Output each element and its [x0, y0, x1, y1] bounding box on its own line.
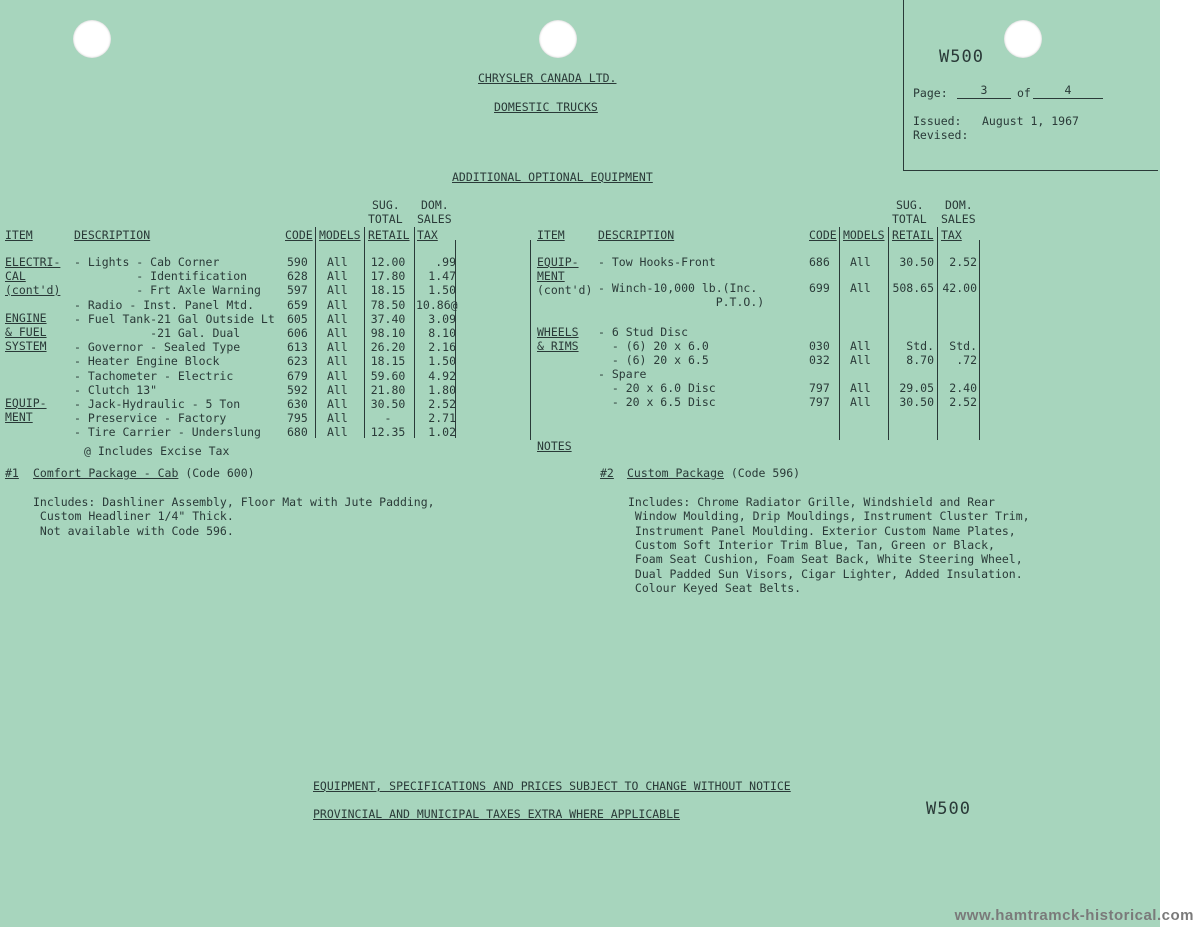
row-retail: 18.15 [370, 354, 406, 369]
note-line: Foam Seat Cushion, Foam Seat Back, White Steering Wheel, [628, 552, 1023, 567]
row-tax: 10.86@ [416, 297, 458, 312]
row-models: All [327, 297, 348, 312]
row-retail: 30.50 [899, 395, 934, 409]
row-retail: 21.80 [370, 382, 406, 397]
header-dom: DOM. [421, 198, 449, 212]
row-code: 613 [287, 340, 308, 355]
header-code-r: CODE [809, 228, 837, 242]
row-tax: 2.52 [949, 395, 977, 409]
watermark: www.hamtramck-historical.com [954, 907, 1194, 924]
item-category-label: ENGINE [5, 311, 47, 325]
header-total: TOTAL [368, 212, 403, 226]
item-category-label: (cont'd) [537, 283, 593, 297]
header-dom-r: DOM. [945, 198, 973, 212]
row-tax: 2.40 [949, 381, 977, 395]
header-models: MODELS [319, 228, 361, 242]
row-retail: 12.00 [370, 255, 406, 269]
revised-label: Revised: [913, 128, 969, 142]
row-models: All [327, 326, 348, 340]
row-models: All [850, 339, 871, 353]
row-description: - Preservice - Factory [74, 411, 227, 426]
note-line: Includes: Chrome Radiator Grille, Windshield and Rear [628, 495, 995, 509]
row-tax: 1.50 [428, 283, 456, 298]
header-description: DESCRIPTION [74, 228, 151, 242]
row-code: 679 [287, 368, 308, 383]
row-retail: 98.10 [370, 326, 406, 340]
note-line: Instrument Panel Moulding. Exterior Custom Name Plates, [628, 523, 1016, 538]
row-code: 623 [287, 354, 308, 369]
excise-note: @ Includes Excise Tax [84, 444, 230, 458]
notes-label: NOTES [537, 439, 572, 453]
row-tax: 1.47 [428, 269, 456, 284]
item-category-label: EQUIP- [537, 255, 579, 269]
division-title: DOMESTIC TRUCKS [494, 100, 598, 114]
note1-title: Comfort Package - Cab [33, 466, 179, 480]
row-description: - 20 x 6.5 Disc [598, 395, 716, 409]
row-tax: 1.80 [428, 382, 456, 397]
row-code: 797 [809, 395, 830, 409]
note1-heading [33, 466, 255, 480]
note2-code: (Code 596) [723, 466, 801, 480]
row-models: All [327, 354, 348, 369]
row-code: 797 [809, 381, 830, 395]
row-code: 032 [809, 353, 830, 367]
row-models: All [850, 255, 871, 269]
issued-label: Issued: [913, 114, 962, 128]
row-retail: 37.40 [370, 311, 406, 326]
row-description: - Spare [598, 367, 647, 381]
header-tax-r: TAX [941, 228, 962, 242]
row-code: 606 [287, 326, 308, 340]
row-description: - Identification [74, 269, 248, 284]
page-total: 4 [1064, 83, 1072, 97]
row-retail: 26.20 [370, 340, 406, 355]
row-description: - (6) 20 x 6.5 [598, 353, 709, 367]
note2-number: #2 [600, 466, 614, 480]
row-description: - Fuel Tank-21 Gal Outside Lt [74, 311, 275, 326]
header-sug: SUG. [372, 198, 400, 212]
header-sales: SALES [417, 212, 452, 226]
row-tax: 4.92 [428, 368, 456, 383]
page-number: 3 [980, 83, 988, 97]
row-tax: 2.16 [428, 340, 456, 355]
row-description: - Clutch 13" [74, 382, 158, 397]
row-tax: 1.02 [428, 425, 456, 440]
row-retail: 30.50 [370, 397, 406, 411]
note1-code: (Code 600) [178, 466, 255, 480]
item-category-label: (cont'd) [5, 283, 61, 297]
item-category-label: MENT [537, 269, 565, 283]
note-line: Not available with Code 596. [33, 523, 234, 538]
note2-heading [627, 466, 800, 480]
row-retail: 29.05 [899, 381, 934, 395]
row-code: 686 [809, 255, 830, 269]
row-description: - Heater Engine Block [74, 354, 220, 369]
header-description-r: DESCRIPTION [598, 228, 675, 242]
header-retail: RETAIL [368, 228, 410, 242]
row-retail: 30.50 [899, 255, 934, 269]
row-tax: 42.00 [942, 281, 977, 295]
row-description: - Tachometer - Electric [74, 368, 234, 383]
row-models: All [327, 311, 348, 326]
row-models: All [327, 269, 348, 284]
header-total-r: TOTAL [892, 212, 927, 226]
row-models: All [850, 353, 871, 367]
header-item: ITEM [5, 228, 33, 242]
row-description: - Tow Hooks-Front [598, 255, 716, 269]
row-retail: - [384, 411, 392, 426]
row-description: - (6) 20 x 6.0 [598, 339, 709, 353]
row-tax: 3.09 [428, 311, 456, 326]
row-tax: 2.71 [428, 411, 456, 426]
row-tax: .99 [435, 255, 456, 269]
item-category-label: EQUIP- [5, 396, 47, 410]
row-retail: 12.35 [370, 425, 406, 440]
row-models: All [327, 397, 348, 411]
row-models: All [850, 381, 871, 395]
section-title: ADDITIONAL OPTIONAL EQUIPMENT [452, 170, 653, 184]
row-description: - Tire Carrier - Underslung [74, 425, 261, 440]
row-code: 605 [287, 311, 308, 326]
page-of: of [1017, 86, 1031, 100]
row-description: - Winch-10,000 lb.(Inc. [598, 281, 758, 295]
header-code: CODE [285, 228, 313, 242]
item-category-label: SYSTEM [5, 339, 47, 353]
note1-number: #1 [5, 466, 19, 480]
row-tax: 2.52 [428, 397, 456, 411]
note-line: Includes: Dashliner Assembly, Floor Mat with Jute Padding, [33, 495, 435, 509]
item-category-label: ELECTRI- [5, 255, 61, 269]
row-tax: 1.50 [428, 354, 456, 369]
header-item-r: ITEM [537, 228, 565, 242]
item-category-label: MENT [5, 410, 33, 424]
row-description: - Frt Axle Warning [74, 283, 261, 298]
row-models: All [327, 368, 348, 383]
punch-hole [539, 20, 577, 58]
row-retail: 17.80 [370, 269, 406, 284]
row-description: P.T.O.) [598, 295, 765, 309]
row-tax: 2.52 [949, 255, 977, 269]
row-models: All [327, 255, 348, 269]
note2-title: Custom Package [627, 466, 724, 480]
footer-disclaimer: EQUIPMENT, SPECIFICATIONS AND PRICES SUBJECT TO CHANGE WITHOUT NOTICE [313, 779, 791, 793]
row-models: All [327, 382, 348, 397]
header-tax: TAX [417, 228, 438, 242]
row-retail: 78.50 [370, 297, 406, 312]
note-line: Window Moulding, Drip Mouldings, Instrument Cluster Trim, [628, 509, 1030, 524]
row-code: 592 [287, 382, 308, 397]
item-category-label: & RIMS [537, 339, 579, 353]
row-description: - Jack-Hydraulic - 5 Ton [74, 397, 241, 411]
row-retail: Std. [906, 339, 934, 353]
header-sug-r: SUG. [896, 198, 924, 212]
row-models: All [327, 411, 348, 426]
row-tax: .72 [956, 353, 977, 367]
row-tax: 8.10 [428, 326, 456, 340]
row-models: All [850, 395, 871, 409]
row-code: 659 [287, 297, 308, 312]
row-code: 590 [287, 255, 308, 269]
row-code: 030 [809, 339, 830, 353]
item-category-label: WHEELS [537, 325, 579, 339]
item-category-label: & FUEL [5, 325, 47, 339]
header-sales-r: SALES [941, 212, 976, 226]
footer-form-id: W500 [926, 799, 971, 819]
note-line: Colour Keyed Seat Belts. [628, 580, 802, 595]
punch-hole [73, 20, 111, 58]
note-line: Dual Padded Sun Visors, Cigar Lighter, Added Insulation. [628, 566, 1023, 581]
issued-date: August 1, 1967 [982, 114, 1079, 128]
row-models: All [327, 283, 348, 298]
row-description: - 6 Stud Disc [598, 325, 689, 339]
form-id: W500 [939, 47, 984, 67]
row-code: 699 [809, 281, 830, 295]
page-label: Page: [913, 86, 948, 100]
row-code: 597 [287, 283, 308, 298]
item-category-label: CAL [5, 269, 26, 283]
header-models-r: MODELS [843, 228, 885, 242]
note-line: Custom Headliner 1/4" Thick. [33, 509, 234, 524]
header-retail-r: RETAIL [892, 228, 934, 242]
row-description: - Governor - Sealed Type [74, 340, 241, 355]
row-tax: Std. [949, 339, 977, 353]
row-retail: 59.60 [370, 368, 406, 383]
row-code: 628 [287, 269, 308, 284]
row-retail: 18.15 [370, 283, 406, 298]
row-code: 795 [287, 411, 308, 426]
row-retail: 8.70 [906, 353, 934, 367]
row-code: 630 [287, 397, 308, 411]
row-description: -21 Gal. Dual [74, 326, 241, 340]
footer-taxes: PROVINCIAL AND MUNICIPAL TAXES EXTRA WHERE APPLICABLE [313, 807, 680, 821]
row-description: - Lights - Cab Corner [74, 255, 220, 269]
company-name: CHRYSLER CANADA LTD. [478, 71, 617, 85]
row-description: - 20 x 6.0 Disc [598, 381, 716, 395]
row-models: All [327, 425, 348, 440]
note-line: Custom Soft Interior Trim Blue, Tan, Green or Black, [628, 537, 995, 552]
row-models: All [327, 340, 348, 355]
row-description: - Radio - Inst. Panel Mtd. [74, 297, 255, 312]
row-retail: 508.65 [892, 281, 934, 295]
row-models: All [850, 281, 871, 295]
row-code: 680 [287, 425, 308, 440]
